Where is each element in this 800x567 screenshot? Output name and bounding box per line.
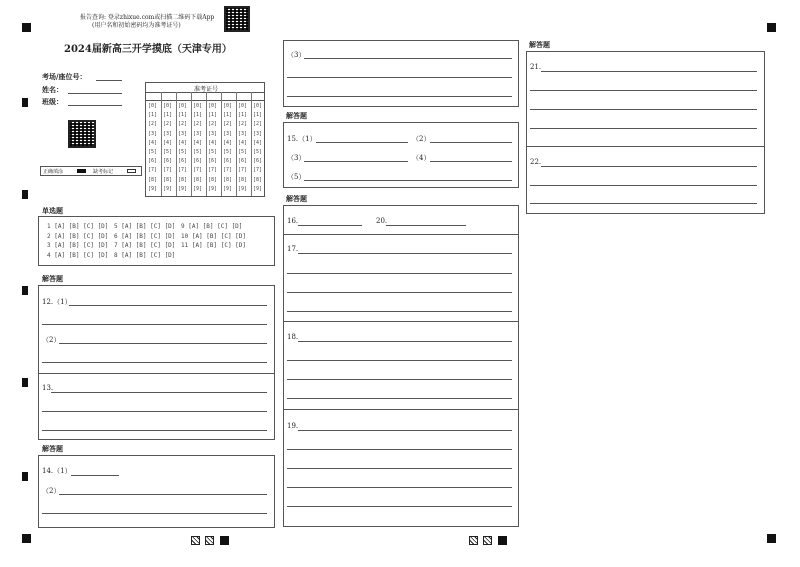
exam-id-digit-bubble[interactable]: [3] (178, 130, 188, 137)
page-title: 2024届新高三开学摸底（天津专用） (64, 44, 232, 55)
choice-item[interactable]: 6 [A] [B] [C] [D] (114, 232, 176, 240)
q12-13-box (38, 285, 275, 440)
class-label: 班级： (42, 97, 63, 106)
q13-label: 13. (42, 384, 54, 392)
exam-id-digit-bubble[interactable]: [3] (163, 130, 173, 137)
fill-legend (40, 166, 142, 176)
q15-5-answer-line[interactable] (304, 180, 512, 181)
q12-1-answer-line[interactable] (69, 305, 267, 306)
page-marker-icon (205, 536, 214, 545)
exam-id-digit-bubble[interactable]: [6] (238, 158, 248, 165)
correct-fill-label: 正确填涂 (43, 169, 64, 175)
exam-id-digit-bubble[interactable]: [5] (208, 149, 218, 155)
q20-label: 20. (376, 217, 388, 225)
exam-id-digit-bubble[interactable]: [5] (253, 149, 263, 155)
exam-id-grid[interactable] (145, 82, 265, 197)
exam-id-digit-bubble[interactable]: [6] (223, 158, 233, 165)
answer-section-title: 解答题 (42, 444, 63, 453)
exam-id-digit-bubble[interactable]: [7] (223, 167, 233, 174)
exam-id-digit-bubble[interactable]: [3] (193, 130, 203, 137)
q19-label: 19. (287, 422, 299, 430)
answer-line[interactable] (530, 203, 757, 204)
exam-id-digit-bubble[interactable]: [7] (193, 167, 203, 174)
exam-id-digit-bubble[interactable]: [8] (238, 176, 248, 183)
q15-box (283, 122, 519, 188)
exam-id-digit-bubble[interactable]: [1] (208, 112, 218, 119)
exam-id-digit-bubble[interactable]: [9] (148, 185, 158, 192)
page-marker-icon (469, 536, 478, 545)
exam-id-digit-bubble[interactable]: [5] (178, 149, 188, 155)
q21-label: 21. (530, 63, 542, 71)
choice-item[interactable]: 10 [A] [B] [C] [D] (181, 232, 247, 240)
answer-line[interactable] (287, 292, 512, 293)
exam-id-digit-bubble[interactable]: [6] (163, 158, 173, 165)
exam-id-digit-bubble[interactable]: [9] (238, 185, 248, 192)
answer-line[interactable] (287, 311, 512, 312)
answer-line[interactable] (287, 77, 512, 78)
timing-mark (22, 23, 31, 32)
choice-item[interactable]: 7 [A] [B] [C] [D] (114, 242, 176, 249)
exam-id-digit-bubble[interactable]: [7] (238, 167, 248, 174)
exam-id-digit-bubble[interactable]: [8] (193, 176, 203, 183)
answer-line[interactable] (287, 379, 512, 380)
app-qr-code[interactable] (224, 6, 250, 32)
timing-mark (220, 536, 229, 545)
exam-id-digit-bubble[interactable]: [2] (178, 121, 188, 128)
timing-mark (22, 472, 28, 481)
exam-id-digit-bubble[interactable]: [9] (178, 185, 188, 192)
q13-answer-line[interactable] (51, 392, 267, 393)
choice-item[interactable]: 8 [A] [B] [C] [D] (114, 251, 176, 259)
answer-line[interactable] (287, 506, 512, 507)
exam-id-digit-bubble[interactable]: [4] (178, 139, 188, 146)
exam-id-digit-bubble[interactable]: [0] (223, 103, 233, 109)
exam-id-digit-bubble[interactable]: [4] (223, 139, 233, 146)
q15-1-label: 15.（1） (287, 135, 317, 143)
exam-id-digit-bubble[interactable]: [0] (163, 103, 173, 109)
class-field[interactable] (68, 105, 122, 106)
exam-id-digit-bubble[interactable]: [0] (148, 103, 158, 109)
report-notice-sub: (用户名和初始密码均为准考证号) (92, 22, 181, 29)
answer-line[interactable] (530, 90, 757, 91)
q15-4-answer-line[interactable] (430, 161, 512, 162)
answer-line[interactable] (530, 185, 757, 186)
exam-id-digit-bubble[interactable]: [3] (148, 130, 158, 137)
exam-id-digit-bubble[interactable]: [0] (193, 103, 203, 109)
q15-2-answer-line[interactable] (430, 142, 512, 143)
answer-line[interactable] (287, 487, 512, 488)
answer-line[interactable] (530, 109, 757, 110)
exam-id-digit-bubble[interactable]: [5] (238, 149, 248, 155)
exam-id-digit-bubble[interactable]: [4] (253, 139, 263, 146)
page-marker-icon (191, 536, 200, 545)
answer-section-title: 解答题 (286, 111, 307, 120)
q17-label: 17. (287, 245, 299, 253)
q14-2-label: （2） (42, 487, 61, 495)
exam-id-digit-bubble[interactable]: [4] (193, 139, 203, 146)
answer-line[interactable] (530, 128, 757, 129)
exam-id-digit-bubble[interactable]: [0] (238, 103, 248, 109)
timing-mark (22, 98, 28, 107)
answer-line[interactable] (42, 411, 267, 412)
exam-id-digit-bubble[interactable]: [2] (253, 121, 263, 128)
q21-answer-line[interactable] (541, 71, 757, 72)
exam-id-digit-bubble[interactable]: [3] (253, 130, 263, 137)
exam-id-digit-bubble[interactable]: [7] (208, 167, 218, 174)
absent-mark-label: 缺考标记 (93, 169, 114, 175)
q14-box (38, 455, 275, 528)
exam-id-digit-bubble[interactable]: [7] (178, 167, 188, 174)
exam-id-digit-bubble[interactable]: [6] (208, 158, 218, 165)
q19-answer-line[interactable] (298, 430, 512, 431)
answer-line[interactable] (42, 513, 267, 514)
q3-answer-line[interactable] (304, 58, 512, 59)
exam-id-digit-bubble[interactable]: [5] (223, 149, 233, 155)
q14-1-answer-line[interactable] (71, 475, 119, 476)
exam-id-digit-bubble[interactable]: [4] (238, 139, 248, 146)
answer-line[interactable] (287, 96, 512, 97)
correct-fill-sample (77, 169, 86, 173)
exam-id-digit-bubble[interactable]: [4] (208, 139, 218, 146)
exam-id-digit-bubble[interactable]: [6] (178, 158, 188, 165)
timing-mark (22, 534, 31, 543)
exam-id-digit-bubble[interactable]: [8] (163, 176, 173, 183)
q15-3-label: （3） (287, 154, 306, 162)
exam-id-digit-bubble[interactable]: [9] (208, 185, 218, 192)
exam-id-digit-bubble[interactable]: [8] (178, 176, 188, 183)
exam-id-digit-bubble[interactable]: [9] (193, 185, 203, 192)
answer-line[interactable] (287, 398, 512, 399)
exam-id-digit-bubble[interactable]: [4] (163, 139, 173, 146)
choice-item[interactable]: 5 [A] [B] [C] [D] (114, 223, 176, 230)
exam-id-digit-bubble[interactable]: [9] (223, 185, 233, 192)
q12-2-answer-line[interactable] (59, 343, 267, 344)
absent-mark-box[interactable] (127, 169, 136, 173)
q12-2-label: （2） (42, 336, 61, 344)
exam-id-digit-bubble[interactable]: [2] (148, 121, 158, 128)
q14-1-label: 14.（1） (42, 467, 72, 475)
exam-id-digit-bubble[interactable]: [7] (163, 167, 173, 174)
choice-item[interactable]: 3 [A] [B] [C] [D] (47, 242, 109, 249)
continued-answer-box (283, 40, 519, 107)
answer-section-title: 解答题 (529, 40, 550, 49)
exam-id-digit-bubble[interactable]: [2] (223, 121, 233, 128)
exam-id-digit-bubble[interactable]: [8] (148, 176, 158, 183)
answer-section-title: 解答题 (286, 194, 307, 203)
q22-answer-line[interactable] (541, 166, 757, 167)
timing-mark (22, 378, 28, 387)
q17-answer-line[interactable] (298, 253, 512, 254)
single-choice-title: 单选题 (42, 206, 63, 215)
choice-item[interactable]: 9 [A] [B] [C] [D] (181, 223, 243, 230)
exam-id-digit-bubble[interactable]: [8] (253, 176, 263, 183)
answer-section-title: 解答题 (42, 274, 63, 283)
exam-id-digit-bubble[interactable]: [8] (223, 176, 233, 183)
choice-item[interactable]: 11 [A] [B] [C] [D] (181, 242, 247, 249)
exam-id-digit-bubble[interactable]: [2] (163, 121, 173, 128)
timing-mark (22, 286, 28, 295)
seat-field[interactable] (96, 80, 122, 81)
choice-item[interactable]: 2 [A] [B] [C] [D] (47, 232, 109, 240)
q16-label: 16. (287, 217, 299, 225)
exam-id-digit-bubble[interactable]: [7] (148, 167, 158, 174)
answer-line[interactable] (42, 430, 267, 431)
answer-line[interactable] (42, 362, 267, 363)
exam-id-digit-bubble[interactable]: [5] (163, 149, 173, 155)
exam-id-digit-bubble[interactable]: [5] (193, 149, 203, 155)
exam-id-header: 准考证号 (194, 86, 219, 93)
student-qr-code (68, 120, 96, 148)
exam-id-digit-bubble[interactable]: [1] (253, 112, 263, 119)
answer-line[interactable] (42, 324, 267, 325)
exam-id-digit-bubble[interactable]: [5] (148, 149, 158, 155)
q14-2-answer-line[interactable] (59, 494, 267, 495)
q22-label: 22. (530, 158, 542, 166)
exam-id-digit-bubble[interactable]: [3] (208, 130, 218, 137)
exam-id-digit-bubble[interactable]: [2] (238, 121, 248, 128)
exam-id-digit-bubble[interactable]: [1] (238, 112, 248, 119)
q18-label: 18. (287, 333, 299, 341)
exam-id-digit-bubble[interactable]: [1] (178, 112, 188, 119)
name-field[interactable] (68, 93, 122, 94)
exam-id-digit-bubble[interactable]: [0] (208, 103, 218, 109)
exam-id-digit-bubble[interactable]: [1] (163, 112, 173, 119)
timing-mark (498, 536, 507, 545)
timing-mark (22, 190, 28, 199)
q18-answer-line[interactable] (298, 341, 512, 342)
exam-id-digit-bubble[interactable]: [9] (163, 185, 173, 192)
exam-id-digit-bubble[interactable]: [6] (253, 158, 263, 165)
name-label: 姓名： (42, 85, 63, 94)
q12-1-label: 12.（1） (42, 298, 72, 306)
seat-label: 考场/座位号： (42, 72, 87, 81)
exam-id-digit-bubble[interactable]: [7] (253, 167, 263, 174)
answer-line[interactable] (287, 273, 512, 274)
answer-line[interactable] (287, 360, 512, 361)
q3-label: （3） (287, 51, 306, 59)
q20-answer-line[interactable] (386, 225, 466, 226)
q15-4-label: （4） (412, 154, 431, 162)
q15-5-label: （5） (287, 173, 306, 181)
exam-id-digit-bubble[interactable]: [6] (193, 158, 203, 165)
choice-item[interactable]: 4 [A] [B] [C] [D] (47, 251, 109, 259)
exam-id-digit-bubble[interactable]: [8] (208, 176, 218, 183)
choice-item[interactable]: 1 [A] [B] [C] [D] (47, 223, 109, 230)
q16-answer-line[interactable] (298, 225, 362, 226)
q21-22-box (526, 51, 765, 214)
q15-2-label: （2） (412, 135, 431, 143)
q15-3-answer-line[interactable] (304, 161, 408, 162)
timing-mark (767, 534, 776, 543)
exam-id-digit-bubble[interactable]: [3] (223, 130, 233, 137)
exam-id-digit-bubble[interactable]: [1] (223, 112, 233, 119)
exam-id-digit-bubble[interactable]: [1] (193, 112, 203, 119)
exam-id-digit-bubble[interactable]: [1] (148, 112, 158, 119)
exam-id-digit-bubble[interactable]: [2] (208, 121, 218, 128)
report-notice: 报告查询: 登录zhixue.com或扫描二维码下载App (80, 14, 215, 21)
single-choice-section (38, 216, 275, 266)
answer-line[interactable] (287, 468, 512, 469)
page-marker-icon (483, 536, 492, 545)
exam-id-digit-bubble[interactable]: [3] (238, 130, 248, 137)
exam-id-digit-bubble[interactable]: [9] (253, 185, 263, 192)
q15-1-answer-line[interactable] (316, 142, 408, 143)
timing-mark (767, 23, 776, 32)
answer-line[interactable] (287, 449, 512, 450)
exam-id-digit-bubble[interactable]: [0] (253, 103, 263, 109)
exam-id-digit-bubble[interactable]: [0] (178, 103, 188, 109)
exam-id-digit-bubble[interactable]: [4] (148, 139, 158, 146)
q16-19-box (283, 205, 519, 527)
exam-id-digit-bubble[interactable]: [6] (148, 158, 158, 165)
exam-id-digit-bubble[interactable]: [2] (193, 121, 203, 128)
